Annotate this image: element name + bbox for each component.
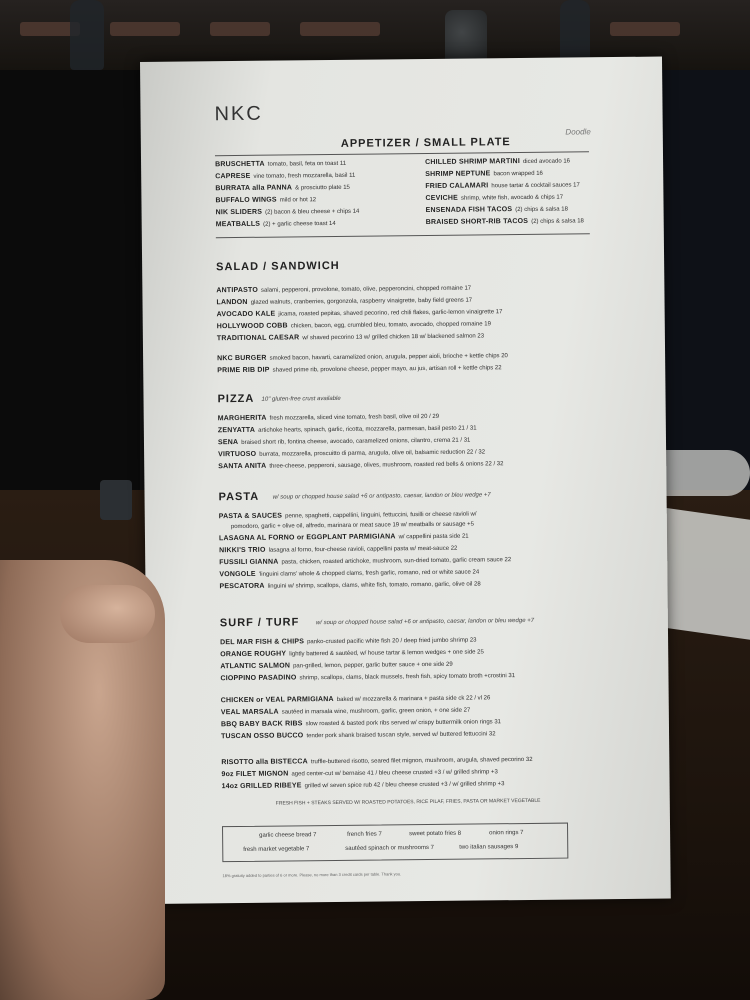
wine-bottle [70,0,104,70]
menu-item: CHICKEN or VEAL PARMIGIANA baked w/ mozzarella & marinara + pasta side ck 22 / vl 26 [220,695,491,705]
menu-item: NIK SLIDERS (2) bacon & bleu cheese + chips 14 [215,208,360,217]
menu-item: BRAISED SHORT-RIB TACOS (2) chips & salsa 18 [425,217,584,227]
menu-item: FRIED CALAMARI house tartar & cocktail sauces 17 [425,182,580,191]
side-item: french fries 7 [347,831,382,838]
menu-item: TRADITIONAL CAESAR w/ shaved pecorino 13 w/ grilled chicken 18 w/ blackened salmon 23 [216,333,485,343]
menu-item: ZENYATTA artichoke hearts, spinach, garlic, ricotta, mozzarella, parmesan, basil pesto 21 / 31 [217,425,477,435]
phone [100,480,132,520]
menu-item: BUFFALO WINGS mild or hot 12 [215,196,317,205]
brick [110,22,180,36]
menu-item: VEAL MARSALA sautéed in marsala wine, mushroom, garlic, green onion, + one side 27 [220,707,471,717]
menu-item: NIKKI'S TRIO lasagna al forno, four-cheese ravioli, cappellini pasta w/ meat-sauce 22 [219,545,458,555]
menu-item: DEL MAR FISH & CHIPS panko-crusted pacific white fish 20 / deep fried jumbo shrimp 23 [220,637,477,647]
menu-item: LASAGNA AL FORNO or EGGPLANT PARMIGIANA w/ cappellini pasta side 21 [218,533,469,543]
menu-item: HOLLYWOOD COBB chicken, bacon, egg, crumbled bleu, tomato, avocado, chopped romaine 19 [216,321,491,331]
divider [215,151,589,156]
menu-item: VIRTUOSO burrata, mozzarella, proscuitto di parma, arugula, olive oil, balsamic reduction 22 / 32 [218,449,486,459]
menu-item: ORANGE ROUGHY lightly battered & sautéed, w/ house tartar & lemon wedges + one side 25 [220,649,484,659]
menu-item: MARGHERITA fresh mozzarella, sliced vine tomato, fresh basil, olive oil 20 / 29 [217,413,440,423]
menu-item: SENA braised short rib, fontina cheese, avocado, caramelized onions, cilantro, crema 21 / 31 [217,437,471,447]
menu-item: NKC BURGER smoked bacon, havarti, caramelized onion, arugula, pepper aioli, brioche + kettle chips 20 [217,353,508,363]
side-item: onion rings 7 [489,830,524,837]
menu-item: CAPRESE vine tomato, fresh mozzarella, basil 11 [215,172,356,181]
menu-item: 14oz GRILLED RIBEYE grilled w/ seven spice rub 42 / bleu cheese crusted +3 / w/ grilled shrimp +3 [221,781,505,791]
pasta-title: PASTA [218,490,260,504]
pasta-note: w/ soup or chopped house salad +6 or antipasto, caesar, landon or bleu wedge +7 [272,492,491,501]
served-with-note: FRESH FISH + STEAKS SERVED W/ ROASTED POTATOES, RICE PILAF, FRIES, PASTA OR MARKET VEGETABLE [275,797,541,807]
menu-item: MEATBALLS (2) + garlic cheese toast 14 [215,220,336,229]
restaurant-logo: NKC [214,102,263,126]
menu-item: AVOCADO KALE jicama, roasted pepitas, shaved pecorino, red chili flakes, garlic-lemon vinaigrette 17 [216,309,503,319]
menu-item: PESCATORA linguini w/ shrimp, scallops, clams, white fish, tomato, romano, garlic, olive oil 28 [219,581,481,591]
brick [610,22,680,36]
menu-item: CEVICHE shrimp, white fish, avocado & chips 17 [425,194,564,203]
side-item: two italian sausages 9 [459,844,519,851]
menu-item: BURRATA alla PANNA & prosciutto plate 15 [215,184,350,193]
salad-title: SALAD / SANDWICH [216,259,340,274]
menu-item: ATLANTIC SALMON pan-grilled, lemon, pepper, garlic butter sauce + one side 29 [220,661,453,671]
menu-item: CHILLED SHRIMP MARTINI diced avocado 16 [425,158,571,167]
menu-item: SHRIMP NEPTUNE bacon wrapped 16 [425,170,543,179]
side-item: sautéed spinach or mushrooms 7 [345,844,434,852]
footer-note: 18% gratuity added to parties of 6 or more. Please, no more than 3 credit cards per table. Thank you. [222,871,402,879]
menu-card [140,57,671,904]
menu-item: VONGOLE 'linguini clams' whole & chopped clams, fresh garlic, romano, red or white sauce 24 [219,569,480,579]
thumb [60,585,155,643]
menu-item: ANTIPASTO salami, pepperoni, provolone, tomato, olive, pepperoncini, chopped romaine 17 [216,285,472,295]
menu-item-continued: pomodoro, garlic + olive oil, alfredo, marinara or meat sauce 19 w/ meatballs or sausage +5 [230,521,475,531]
side-item: fresh market vegetable 7 [243,846,310,853]
sides-box [222,823,568,863]
corner-note: Doodle [565,127,591,137]
side-item: garlic cheese bread 7 [259,832,317,839]
side-item: sweet potato fries 8 [409,830,462,838]
surf-turf-title: SURF / TURF [219,616,300,630]
brick [300,22,380,36]
divider [216,233,590,238]
menu-item: CIOPPINO PASADINO shrimp, scallops, clams, black mussels, fresh fish, spicy tomato broth +crostini 31 [220,673,516,683]
menu-item: RISOTTO alla BISTECCA truffle-buttered risotto, seared filet mignon, mushroom, arugula, shaved pecorino 32 [221,756,533,767]
menu-item: BBQ BABY BACK RIBS slow roasted & basted pork ribs served w/ crispy buttermilk onion rings 31 [220,719,502,729]
menu-item: SANTA ANITA three-cheese, pepperoni, sausage, olives, mushroom, roasted red bells & onions 22 / 32 [218,461,504,471]
pizza-title: PIZZA [217,392,255,406]
pizza-note: 10" gluten-free crust available [261,395,341,403]
menu-item: LANDON glazed walnuts, cranberries, gorgonzola, raspberry vinaigrette, baby field greens 17 [216,297,473,307]
menu-item: FUSSILI GIANNA pasta, chicken, roasted artichoke, mushroom, sun-dried tomato, garlic cream sauce 22 [219,557,512,567]
menu-item: 9oz FILET MIGNON aged center-cut w/ bernaise 41 / bleu cheese crusted +3 / w/ grilled shrimp +3 [221,769,498,779]
menu-item: BRUSCHETTA tomato, basil, feta on toast 11 [215,160,347,169]
brick [210,22,270,36]
menu-item: ENSENADA FISH TACOS (2) chips & salsa 18 [425,206,568,215]
surf-turf-note: w/ soup or chopped house salad +6 or antipasto, caesar, landon or bleu wedge +7 [315,617,535,627]
menu-item: TUSCAN OSSO BUCCO tender pork shank braised tuscan style, served w/ buttered fettuccini 32 [221,731,496,741]
appetizer-title: APPETIZER / SMALL PLATE [340,136,511,150]
menu-item: PASTA & SAUCES penne, spaghetti, cappellini, linguini, fettuccini, fusilli or cheese ravioli w/ [218,511,477,521]
menu-item: PRIME RIB DIP shaved prime rib, provolone cheese, pepper mayo, au jus, artisan roll + kettle chips 22 [217,365,502,375]
